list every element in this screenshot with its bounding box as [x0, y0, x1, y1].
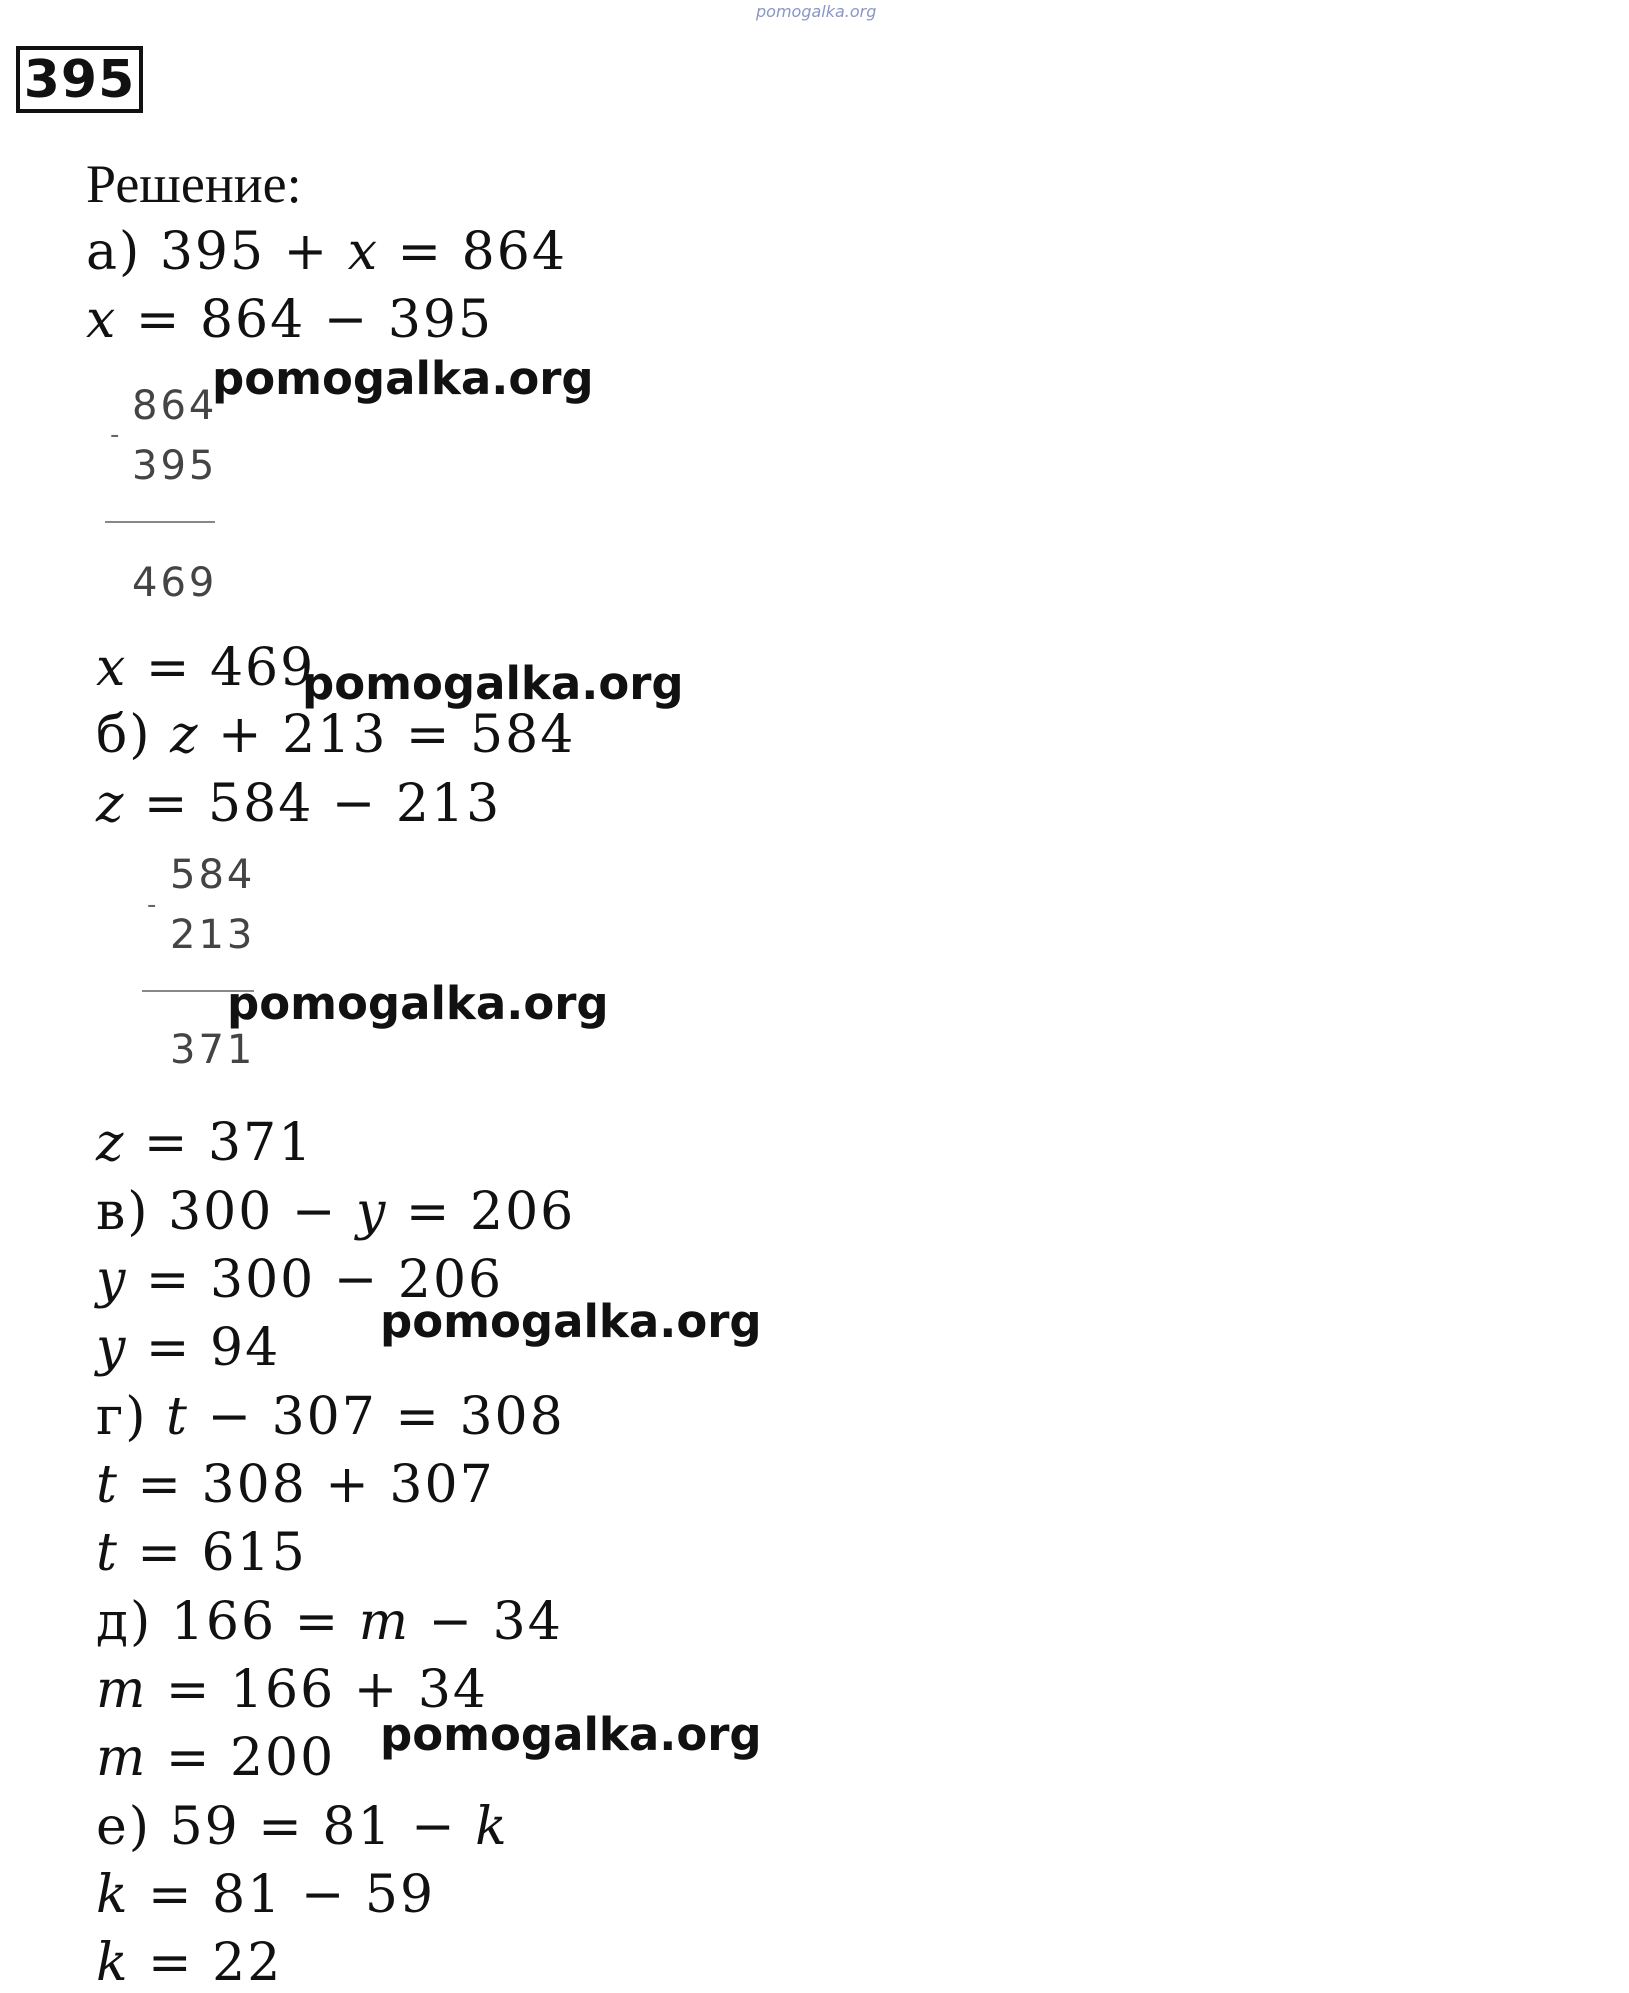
equation-c-line-3: 𝑦 = 94 [96, 1318, 281, 1378]
watermark-text: pomogalka.org [380, 1708, 762, 1761]
watermark-text: pomogalka.org [380, 1295, 762, 1348]
equation-a-line-1: а) 395 + 𝑥 = 864 [86, 222, 567, 282]
column-b-minuend: 584 [170, 852, 256, 898]
equation-f-line-3: 𝑘 = 22 [96, 1933, 283, 1993]
column-b-result: 371 [170, 1027, 256, 1073]
equation-f-line-1: е) 59 = 81 − 𝑘 [96, 1797, 509, 1857]
equation-c-line-2: 𝑦 = 300 − 206 [96, 1250, 504, 1310]
equation-a-line-2: 𝑥 = 864 − 395 [86, 290, 494, 350]
equation-b-line-3: 𝑧 = 371 [96, 1113, 314, 1173]
column-a-subtrahend: 395 [132, 443, 218, 489]
equation-f-line-2: 𝑘 = 81 − 59 [96, 1865, 436, 1925]
equation-e-line-2: 𝑚 = 166 + 34 [96, 1660, 488, 1720]
equation-d-line-2: 𝑡 = 308 + 307 [96, 1455, 495, 1515]
equation-d-line-1: г) 𝑡 − 307 = 308 [96, 1387, 565, 1447]
watermark-text: pomogalka.org [212, 352, 594, 405]
equation-e-line-3: 𝑚 = 200 [96, 1728, 336, 1788]
top-watermark: pomogalka.org [756, 2, 877, 21]
solution-heading: Решение: [86, 154, 302, 214]
column-a-result: 469 [132, 560, 218, 606]
problem-number-box: 395 [16, 46, 143, 113]
column-a-minus-sign: - [110, 420, 120, 450]
column-b-minus-sign: - [147, 890, 157, 920]
equation-d-line-3: 𝑡 = 615 [96, 1523, 307, 1583]
column-a-rule [105, 521, 215, 523]
equation-b-line-2: 𝑧 = 584 − 213 [96, 774, 502, 834]
equation-a-line-3: 𝑥 = 469 [96, 638, 316, 698]
column-b-subtrahend: 213 [170, 912, 256, 958]
equation-b-line-1: б) 𝑧 + 213 = 584 [96, 705, 576, 765]
equation-c-line-1: в) 300 − 𝑦 = 206 [96, 1182, 576, 1242]
equation-e-line-1: д) 166 = 𝑚 − 34 [96, 1592, 563, 1652]
column-a-minuend: 864 [132, 383, 218, 429]
watermark-text: pomogalka.org [302, 657, 684, 710]
watermark-text: pomogalka.org [227, 977, 609, 1030]
